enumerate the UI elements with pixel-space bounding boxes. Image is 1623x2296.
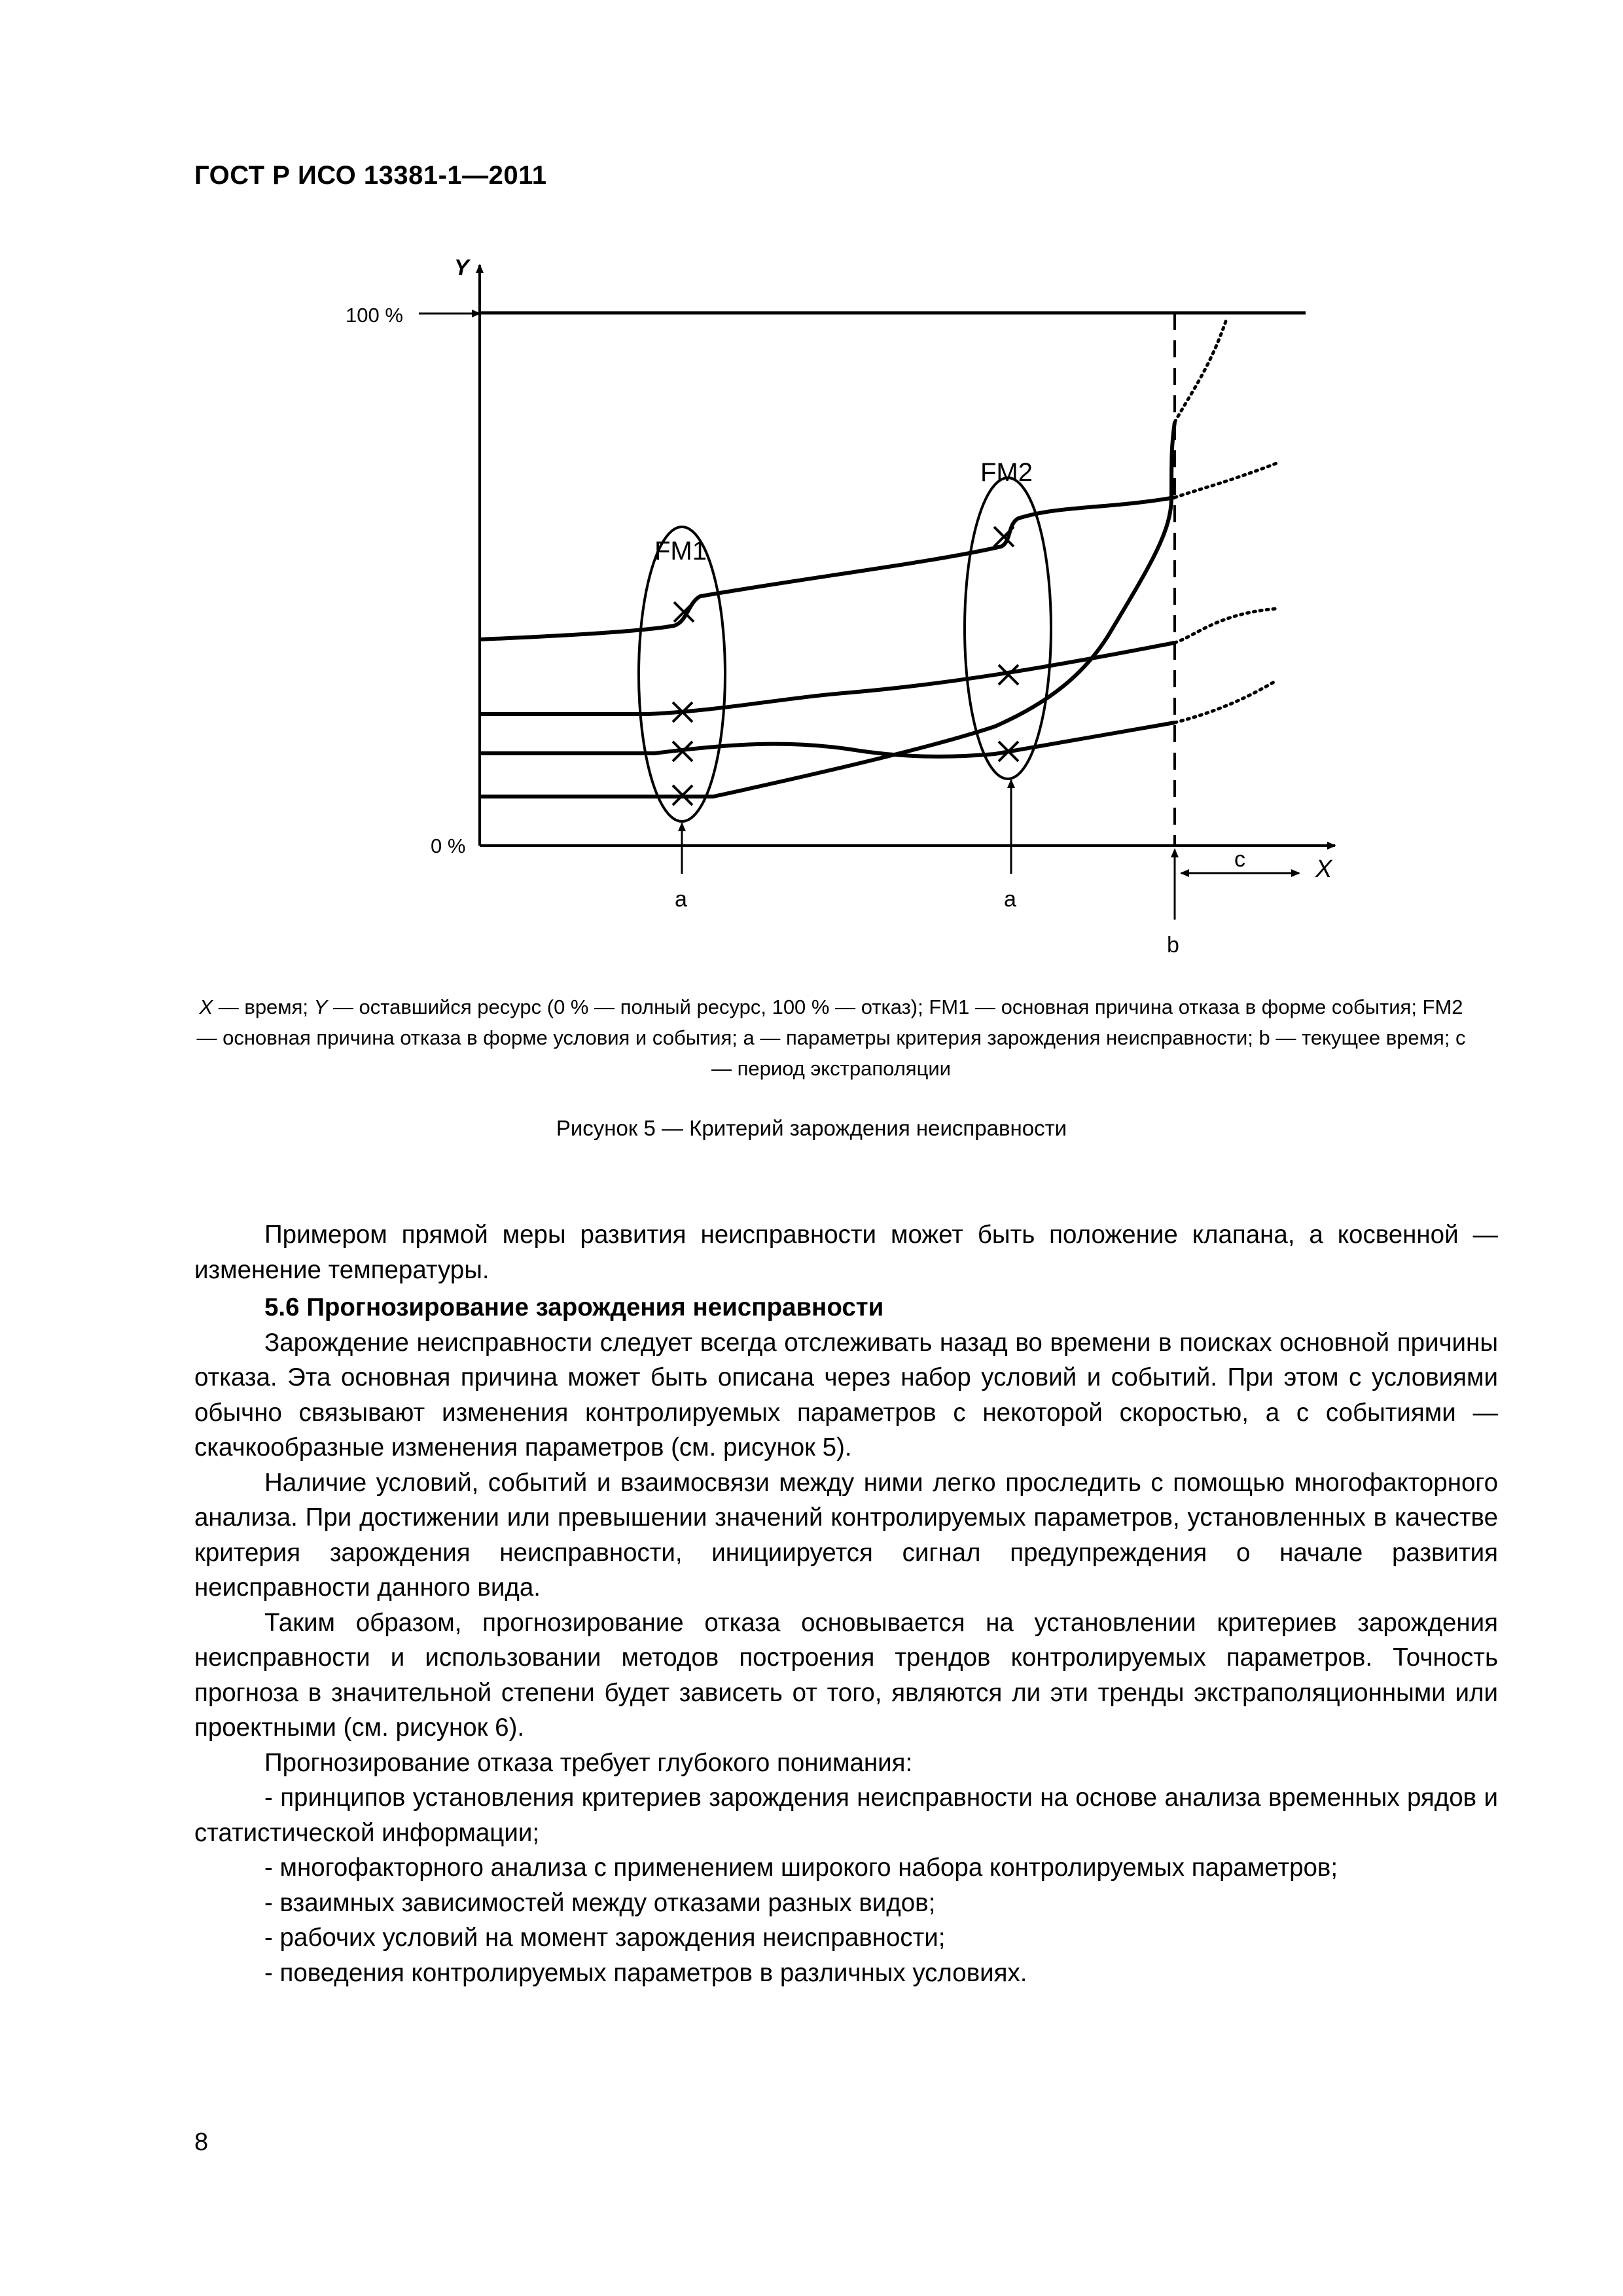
paragraph: Наличие условий, событий и взаимосвязи между ними легко проследить с помощью многофакторного анализа. При достижении или превышении значений контролируемых параметров, установленных в качестве критерия зарождения неисправности, инициируется сигнал предупреждения о начале развития неисправности данного вида. bbox=[194, 1468, 1498, 1602]
list-item: - поведения контролируемых параметров в различных условиях. bbox=[264, 1958, 1027, 1987]
paragraph: Примером прямой меры развития неисправности может быть положение клапана, а косвенной — изменение температуры. bbox=[194, 1221, 1498, 1284]
extrapolation-3 bbox=[1175, 681, 1276, 723]
paragraph: Зарождение неисправности следует всегда отслеживать назад во времени в поисках основной причины отказа. Эта основная причина может быть описана через набор условий и событий. При этом с условиями обычно связывают изменения контролируемых параметров с некоторой скоростью, а с событиями — скачкообразные изменения параметров (см. рисунок 5). bbox=[194, 1328, 1498, 1462]
arrow-b-label: b bbox=[1167, 933, 1179, 958]
figure-caption: Рисунок 5 — Критерий зарождения неисправности bbox=[556, 1116, 1067, 1140]
arrow-a2-label: a bbox=[1004, 887, 1016, 912]
fm2-ellipse bbox=[965, 478, 1051, 779]
figure-5 bbox=[0, 0, 1623, 995]
legend-y-text: — оставшийся ресурс (0 % — полный ресурс, 100 % — отказ); FM1 — основная причина отказа в форме события; FM2 — основная причина отказа в форме условия и события; a — параметры критерия зарождения неисправности; b — текущее время; c — период экстраполяции bbox=[196, 996, 1466, 1080]
section-heading: 5.6 Прогнозирование зарождения неисправности bbox=[264, 1293, 884, 1321]
document-header: ГОСТ Р ИСО 13381-1—2011 bbox=[194, 161, 547, 190]
paragraph: Таким образом, прогнозирование отказа основывается на установлении критериев зарождения неисправности и использовании методов построения трендов контролируемых параметров. Точность прогноза в значительной степени будет зависеть от того, являются ли эти тренды экстраполяционными или проектными (см. рисунок 6). bbox=[194, 1608, 1498, 1742]
curve-1 bbox=[480, 497, 1175, 639]
extrapolation-2 bbox=[1175, 609, 1276, 643]
fm2-label: FM2 bbox=[980, 458, 1033, 487]
paragraph: Прогнозирование отказа требует глубокого понимания: bbox=[264, 1748, 913, 1777]
legend-x-symbol: X bbox=[199, 996, 213, 1018]
y-tick-100: 100 % bbox=[346, 304, 403, 327]
arrow-a1-label: a bbox=[675, 887, 687, 912]
extrapolation-4 bbox=[1175, 317, 1227, 422]
y-axis-label: Y bbox=[454, 255, 469, 280]
fault-criterion-diagram bbox=[0, 0, 1623, 995]
curve-3 bbox=[480, 723, 1175, 757]
legend-y-symbol: Y bbox=[313, 996, 328, 1018]
fm1-label: FM1 bbox=[654, 537, 707, 565]
body-text bbox=[194, 1217, 1498, 1990]
list-item: - рабочих условий на момент зарождения неисправности; bbox=[264, 1924, 946, 1952]
page-number: 8 bbox=[194, 2128, 209, 2156]
y-tick-0: 0 % bbox=[431, 834, 466, 857]
fm1-ellipse bbox=[639, 527, 725, 821]
list-item: - принципов установления критериев зарождения неисправности на основе анализа временных рядов и статистической информации; bbox=[194, 1784, 1498, 1847]
list-item: - многофакторного анализа с применением широкого набора контролируемых параметров; bbox=[264, 1854, 1338, 1882]
extrapolation-1 bbox=[1175, 463, 1276, 497]
figure-legend bbox=[190, 992, 1472, 1084]
list-item: - взаимных зависимостей между отказами разных видов; bbox=[264, 1888, 936, 1917]
period-c-label: c bbox=[1234, 847, 1245, 872]
legend-x-text: — время; bbox=[213, 996, 314, 1018]
x-axis-label: X bbox=[1315, 855, 1332, 883]
